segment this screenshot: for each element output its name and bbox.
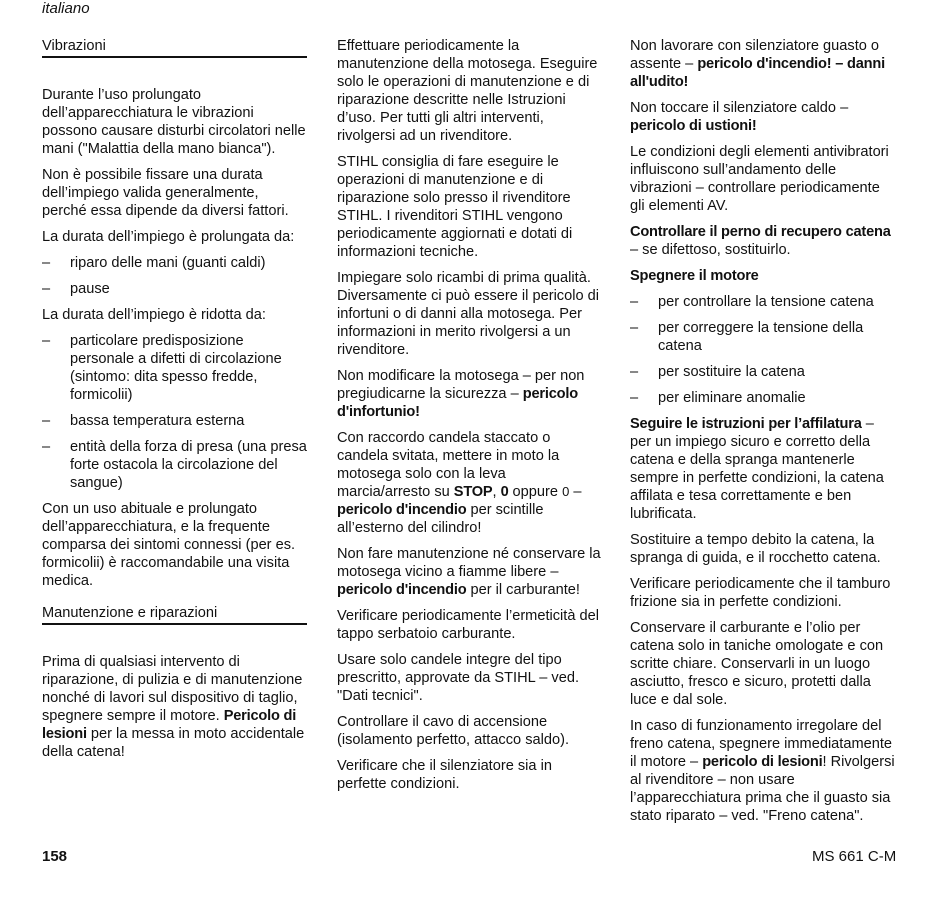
paragraph: Conservare il carburante e l’olio per catena solo in taniche omologate e con scritte chiare. Conservarli in un luogo asciutto, fresco e sicuro, protetti dalla luce e dal sole. <box>630 620 884 708</box>
paragraph: Verificare che il silenziatore sia in perfette condizioni. <box>337 758 552 792</box>
zero-label: 0 <box>500 484 509 500</box>
paragraph <box>337 367 602 421</box>
dash-list <box>42 254 307 298</box>
text: Con raccordo candela staccato o candela svitata, mettere in moto la motosega solo con la leva marcia/arresto su <box>337 430 560 500</box>
paragraph: Controllare il cavo di accensione (isolamento perfetto, attacco saldo). <box>337 714 569 748</box>
list-item: – riparo delle mani (guanti caldi) <box>42 254 307 272</box>
text: , <box>492 484 501 500</box>
paragraph: STIHL consiglia di fare eseguire le operazioni di manutenzione e di riparazione solo presso il rivenditore STIHL. I rivenditori STIHL vengono periodicamente aggiornati e dotati di informazioni tecniche. <box>337 154 573 260</box>
list-item: – per correggere la tensione della catena <box>630 319 895 355</box>
section-heading-maintenance: Manutenzione e riparazioni <box>42 604 307 625</box>
stop-symbol-icon: 0 <box>562 484 570 499</box>
paragraph: Le condizioni degli elementi antivibratori influiscono sull’andamento delle vibrazioni – controllare periodicamente gli elementi AV. <box>630 144 889 214</box>
paragraph: Verificare periodicamente l’ermeticità del tappo serbatoio carburante. <box>337 608 599 642</box>
text: Non toccare il silenziatore caldo – <box>630 100 849 116</box>
page-number: 158 <box>42 848 68 865</box>
text: Non fare manutenzione né conservare la motosega vicino a fiamme libere – <box>337 546 601 580</box>
text: – per un impiego sicuro e corretto della catena e della spranga mantenerle sempre in perfette condizioni, la catena affilata e tesa correttamente e ben lubrificata. <box>630 416 884 522</box>
paragraph: Usare solo candele integre del tipo prescritto, approvate da STIHL – ved. "Dati tecnici". <box>337 652 580 704</box>
warning-text: pericolo d'incendio! – danni all'udito! <box>630 56 885 90</box>
paragraph <box>630 717 895 825</box>
column-3 <box>630 37 895 833</box>
list-item: – per controllare la tensione catena <box>630 293 895 311</box>
emphasis-text: Controllare il perno di recupero catena <box>630 224 891 240</box>
text: – se difettoso, sostituirlo. <box>630 242 791 258</box>
paragraph <box>630 415 895 523</box>
text: per scintille all’esterno del cilindro! <box>337 502 544 536</box>
paragraph <box>630 223 895 259</box>
paragraph: La durata dell’impiego è prolungata da: <box>42 229 295 245</box>
list-item: – pause <box>42 280 307 298</box>
text: In caso di funzionamento irregolare del freno catena, spegnere immediatamente il motore – <box>630 718 893 770</box>
text: oppure <box>508 484 563 500</box>
warning-text: pericolo d'incendio <box>337 582 467 598</box>
paragraph: Verificare periodicamente che il tamburo frizione sia in perfette condizioni. <box>630 576 891 610</box>
dash-list <box>42 332 307 492</box>
paragraph-heading: Spegnere il motore <box>630 268 759 284</box>
warning-text: pericolo d'incendio <box>337 502 467 518</box>
language-label: italiano <box>42 0 90 17</box>
section-heading-vibrations: Vibrazioni <box>42 37 307 58</box>
stop-label: STOP <box>453 484 493 500</box>
list-item: – bassa temperatura esterna <box>42 412 307 430</box>
text: Non modificare la motosega – per non pregiudicarne la sicurezza – <box>337 368 585 402</box>
model-label: MS 661 C-M <box>812 848 897 865</box>
text: per la messa in moto accidentale della catena! <box>42 726 305 760</box>
paragraph <box>337 545 602 599</box>
paragraph: Non è possibile fissare una durata dell’impiego valida generalmente, perché essa dipende da diversi fattori. <box>42 167 289 219</box>
text: – <box>569 484 582 500</box>
paragraph <box>630 99 895 135</box>
list-item: – particolare predisposizione personale a difetti di circolazione (sintomo: dita spesso fredde, formicolii) <box>42 332 307 404</box>
paragraph: Durante l’uso prolungato dell’apparecchiatura le vibrazioni possono causare disturbi circolatori nelle mani ("Malattia della mano bianca"). <box>42 87 306 157</box>
text: ! Rivolgersi al rivenditore – non usare l’apparecchiatura prima che il guasto sia stato riparato – ved. "Freno catena". <box>630 754 895 824</box>
paragraph: Sostituire a tempo debito la catena, la spranga di guida, e il rocchetto catena. <box>630 532 881 566</box>
paragraph <box>42 653 307 761</box>
dash-list <box>630 293 895 407</box>
paragraph: Con un uso abituale e prolungato dell’apparecchiatura, e la frequente comparsa dei sintomi connessi (per es. formicolii) è raccomandabile una visita medica. <box>42 501 296 589</box>
warning-text: pericolo di ustioni! <box>630 118 757 134</box>
text: Non lavorare con silenziatore guasto o assente – <box>630 38 880 72</box>
list-item: – entità della forza di presa (una presa forte ostacola la circolazione del sangue) <box>42 438 307 492</box>
column-1 <box>42 37 307 769</box>
list-item: – per sostituire la catena <box>630 363 895 381</box>
paragraph: Impiegare solo ricambi di prima qualità. Diversamente ci può essere il pericolo di infortuni o di danni alla motosega. Per informazioni in merito rivolgersi a un rivenditore. <box>337 270 599 358</box>
list-item: – per eliminare anomalie <box>630 389 895 407</box>
text: per il carburante! <box>466 582 580 598</box>
paragraph: Effettuare periodicamente la manutenzione della motosega. Eseguire solo le operazioni di manutenzione e di riparazione descritte nelle Istruzioni d’uso. Per tutti gli altri interventi, rivolgersi ad un rivenditore. <box>337 38 598 144</box>
warning-text: pericolo d'infortunio! <box>337 386 578 420</box>
warning-text: pericolo di lesioni <box>702 754 823 770</box>
paragraph <box>337 429 602 537</box>
paragraph: La durata dell’impiego è ridotta da: <box>42 307 266 323</box>
column-2 <box>337 37 602 801</box>
paragraph <box>630 37 895 91</box>
emphasis-text: Seguire le istruzioni per l’affilatura <box>630 416 862 432</box>
warning-text: Pericolo di lesioni <box>42 708 297 742</box>
text: Prima di qualsiasi intervento di riparazione, di pulizia e di manutenzione nonché di lavori sul dispositivo di taglio, spegnere sempre il motore. <box>42 654 303 724</box>
